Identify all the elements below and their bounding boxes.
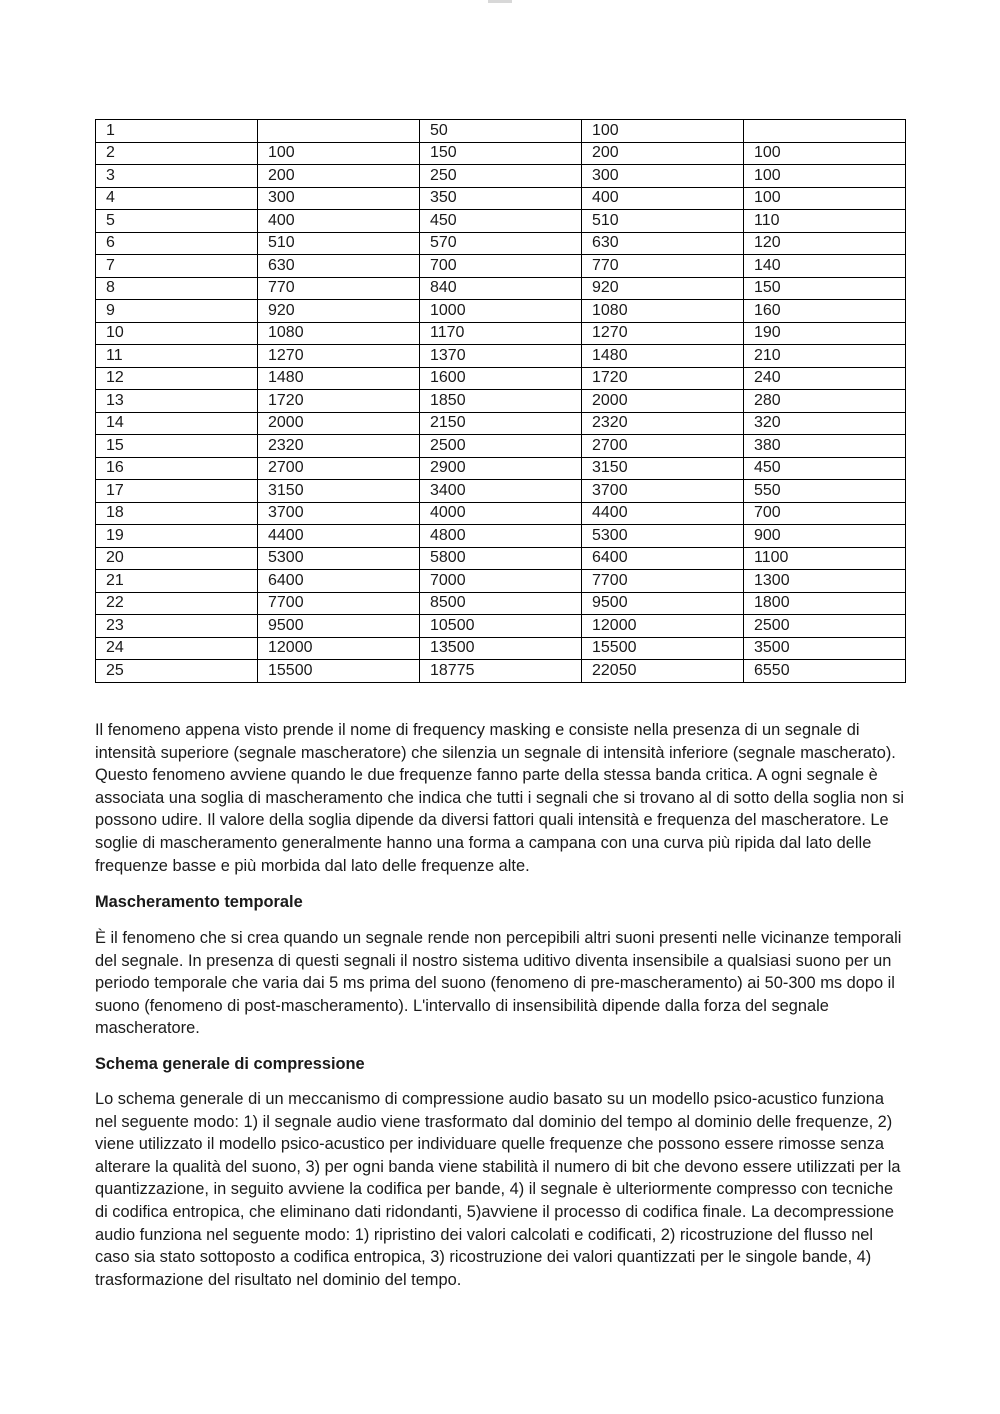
- table-cell: 1080: [258, 322, 420, 345]
- table-cell: 12: [96, 367, 258, 390]
- table-cell: 150: [420, 142, 582, 165]
- table-row: [96, 480, 906, 503]
- table-cell: 15500: [582, 637, 744, 660]
- table-cell: 16: [96, 457, 258, 480]
- table-cell: 1370: [420, 345, 582, 368]
- table-cell: 3: [96, 165, 258, 188]
- table-cell: 100: [582, 120, 744, 143]
- table-cell: 250: [420, 165, 582, 188]
- table-body: [96, 120, 906, 683]
- table-cell: 700: [420, 255, 582, 278]
- table-cell: 2700: [582, 435, 744, 458]
- table-cell: 630: [258, 255, 420, 278]
- table-cell: 5800: [420, 547, 582, 570]
- table-cell: 100: [744, 165, 906, 188]
- table-cell: 1300: [744, 570, 906, 593]
- table-row: [96, 660, 906, 683]
- table-row: [96, 187, 906, 210]
- table-cell: 3700: [258, 502, 420, 525]
- table-cell: 1850: [420, 390, 582, 413]
- table-cell: 380: [744, 435, 906, 458]
- table-cell: 400: [582, 187, 744, 210]
- table-cell: 920: [582, 277, 744, 300]
- table-cell: 7700: [582, 570, 744, 593]
- table-cell: 1720: [258, 390, 420, 413]
- temporal-paragraph: È il fenomeno che si crea quando un segnale rende non percepibili altri suoni presenti nelle vicinanze temporali del segnale. In presenza di questi segnali il nostro sistema uditivo diventa insensibile a qualsiasi suono per un periodo temporale che varia dai 5 ms prima del suono (fenomeno di pre-mascheramento) ai 50-300 ms dopo il suono (fenomeno di post-mascheramento). L'intervallo di insensibilità dipende dalla forza del segnale mascheratore.: [95, 929, 902, 1038]
- table-cell: 19: [96, 525, 258, 548]
- table-row: [96, 120, 906, 143]
- table-cell: 150: [744, 277, 906, 300]
- compression-text-block: [95, 1088, 910, 1291]
- table-cell: 190: [744, 322, 906, 345]
- table-cell: 22: [96, 592, 258, 615]
- table-cell: 6550: [744, 660, 906, 683]
- table-row: [96, 165, 906, 188]
- table-cell: 2: [96, 142, 258, 165]
- table-cell: 7700: [258, 592, 420, 615]
- table-cell: 5300: [582, 525, 744, 548]
- table-cell: 210: [744, 345, 906, 368]
- table-cell: 550: [744, 480, 906, 503]
- compression-heading-block: [95, 1053, 910, 1076]
- table-cell: 510: [258, 232, 420, 255]
- table-cell: 300: [258, 187, 420, 210]
- table-cell: 1720: [582, 367, 744, 390]
- table-cell: 110: [744, 210, 906, 233]
- table-cell: 13: [96, 390, 258, 413]
- table-row: [96, 142, 906, 165]
- temporal-masking-heading: Mascheramento temporale: [95, 893, 303, 911]
- table-row: [96, 345, 906, 368]
- table-cell: 50: [420, 120, 582, 143]
- table-cell: 10500: [420, 615, 582, 638]
- table-cell: 3150: [258, 480, 420, 503]
- table-cell: 200: [258, 165, 420, 188]
- compression-paragraph: Lo schema generale di un meccanismo di compressione audio basato su un modello psico-acustico funziona nel seguente modo: 1) il segnale audio viene trasformato dal dominio del tempo al dominio delle frequenze, 2) viene utilizzato il modello psico-acustico per individuare quelle frequenze che possono essere rimosse senza alterare la qualità del suono, 3) per ogni banda viene stabilità il numero di bit che devono essere utilizzati per la quantizzazione, in seguito avviene la codifica per bande, 4) il segnale è ulteriormente compresso con tecniche di codifica entropica, che eliminano dati ridondanti, 5)avviene il processo di codifica finale. La decompressione audio funziona nel seguente modo: 1) ripristino dei valori calcolati e codificati, 2) ricostruzione del flusso nel caso sia stato sottoposto a codifica entropica, 3) ricostruzione dei valori quantizzati per le singole bande, 4) trasformazione del risultato nel dominio del tempo.: [95, 1090, 901, 1289]
- table-cell: 1000: [420, 300, 582, 323]
- table-cell: 9500: [582, 592, 744, 615]
- table-row: [96, 525, 906, 548]
- table-cell: 7000: [420, 570, 582, 593]
- table-cell: 2500: [420, 435, 582, 458]
- table-cell: 570: [420, 232, 582, 255]
- temporal-heading-block: [95, 891, 910, 914]
- table-cell: 11: [96, 345, 258, 368]
- table-cell: 4000: [420, 502, 582, 525]
- table-cell: 10: [96, 322, 258, 345]
- table-row: [96, 232, 906, 255]
- table-cell: 15: [96, 435, 258, 458]
- table-row: [96, 592, 906, 615]
- table-cell: 13500: [420, 637, 582, 660]
- table-cell: 1270: [582, 322, 744, 345]
- page-header-mark: [488, 0, 512, 3]
- table-cell: 5: [96, 210, 258, 233]
- table-cell: 1170: [420, 322, 582, 345]
- table-cell: 1: [96, 120, 258, 143]
- table-cell: 3700: [582, 480, 744, 503]
- compression-heading: Schema generale di compressione: [95, 1055, 365, 1073]
- table-cell: 21: [96, 570, 258, 593]
- table-row: [96, 457, 906, 480]
- table-cell: [744, 120, 906, 143]
- table-cell: 18: [96, 502, 258, 525]
- table-cell: 4: [96, 187, 258, 210]
- table-cell: 18775: [420, 660, 582, 683]
- table-cell: 4400: [258, 525, 420, 548]
- table-cell: 350: [420, 187, 582, 210]
- table-cell: 8: [96, 277, 258, 300]
- table-row: [96, 210, 906, 233]
- table-cell: 300: [582, 165, 744, 188]
- table-cell: 510: [582, 210, 744, 233]
- table-cell: 22050: [582, 660, 744, 683]
- table-cell: 400: [258, 210, 420, 233]
- table-cell: 3150: [582, 457, 744, 480]
- intro-text-block: [95, 719, 910, 877]
- table-cell: 1600: [420, 367, 582, 390]
- table-row: [96, 277, 906, 300]
- table-cell: 320: [744, 412, 906, 435]
- table-cell: 20: [96, 547, 258, 570]
- table-cell: 1480: [258, 367, 420, 390]
- temporal-text-block: [95, 927, 910, 1040]
- table-cell: 12000: [582, 615, 744, 638]
- table-cell: 160: [744, 300, 906, 323]
- table-row: [96, 615, 906, 638]
- table-cell: 3400: [420, 480, 582, 503]
- table-cell: 200: [582, 142, 744, 165]
- table-cell: 700: [744, 502, 906, 525]
- table-cell: 920: [258, 300, 420, 323]
- table-cell: 100: [744, 187, 906, 210]
- table-cell: 120: [744, 232, 906, 255]
- table-row: [96, 637, 906, 660]
- table-cell: 6400: [582, 547, 744, 570]
- table-cell: 25: [96, 660, 258, 683]
- table-cell: 2500: [744, 615, 906, 638]
- table-row: [96, 570, 906, 593]
- table-cell: 3500: [744, 637, 906, 660]
- table-cell: 2000: [258, 412, 420, 435]
- table-cell: 450: [744, 457, 906, 480]
- table-cell: 9500: [258, 615, 420, 638]
- table-cell: 900: [744, 525, 906, 548]
- table-cell: 4400: [582, 502, 744, 525]
- table-cell: 5300: [258, 547, 420, 570]
- table-cell: 7: [96, 255, 258, 278]
- table-cell: 1100: [744, 547, 906, 570]
- table-cell: 23: [96, 615, 258, 638]
- table-cell: 8500: [420, 592, 582, 615]
- table-row: [96, 300, 906, 323]
- table-cell: 1480: [582, 345, 744, 368]
- table-cell: 1080: [582, 300, 744, 323]
- table-cell: 2150: [420, 412, 582, 435]
- table-row: [96, 322, 906, 345]
- table-cell: 2000: [582, 390, 744, 413]
- table-cell: [258, 120, 420, 143]
- intro-paragraph: Il fenomeno appena visto prende il nome di frequency masking e consiste nella presenza di un segnale di intensità superiore (segnale mascheratore) che silenzia un segnale di intensità inferiore (segnale mascherato). Questo fenomeno avviene quando le due frequenze fanno parte della stessa banda critica. A ogni segnale è associata una soglia di mascheramento che indica che tutti i segnali che si trovano al di sotto della soglia non si possono udire. Il valore della soglia dipende da diversi fattori quali intensità e frequenza del mascheratore. Le soglie di mascheramento generalmente hanno una forma a campana con una curva più ripida dal lato delle frequenze basse e più morbida dal lato delle frequenze alte.: [95, 721, 905, 875]
- table-cell: 1800: [744, 592, 906, 615]
- table-cell: 6: [96, 232, 258, 255]
- table-cell: 280: [744, 390, 906, 413]
- table-cell: 1270: [258, 345, 420, 368]
- table-cell: 770: [258, 277, 420, 300]
- table-cell: 450: [420, 210, 582, 233]
- table-cell: 100: [258, 142, 420, 165]
- table-cell: 2900: [420, 457, 582, 480]
- table-cell: 17: [96, 480, 258, 503]
- table-cell: 840: [420, 277, 582, 300]
- table-cell: 24: [96, 637, 258, 660]
- table-cell: 12000: [258, 637, 420, 660]
- table-row: [96, 390, 906, 413]
- table-cell: 9: [96, 300, 258, 323]
- table-cell: 14: [96, 412, 258, 435]
- table-cell: 2320: [582, 412, 744, 435]
- table-row: [96, 547, 906, 570]
- table-cell: 2700: [258, 457, 420, 480]
- table-cell: 100: [744, 142, 906, 165]
- table-row: [96, 367, 906, 390]
- critical-bands-table: [95, 119, 906, 683]
- table-cell: 6400: [258, 570, 420, 593]
- table-row: [96, 255, 906, 278]
- table-row: [96, 435, 906, 458]
- table-cell: 15500: [258, 660, 420, 683]
- table-row: [96, 412, 906, 435]
- table-cell: 2320: [258, 435, 420, 458]
- table-cell: 4800: [420, 525, 582, 548]
- table-cell: 770: [582, 255, 744, 278]
- table-cell: 240: [744, 367, 906, 390]
- table-cell: 140: [744, 255, 906, 278]
- table-row: [96, 502, 906, 525]
- table-cell: 630: [582, 232, 744, 255]
